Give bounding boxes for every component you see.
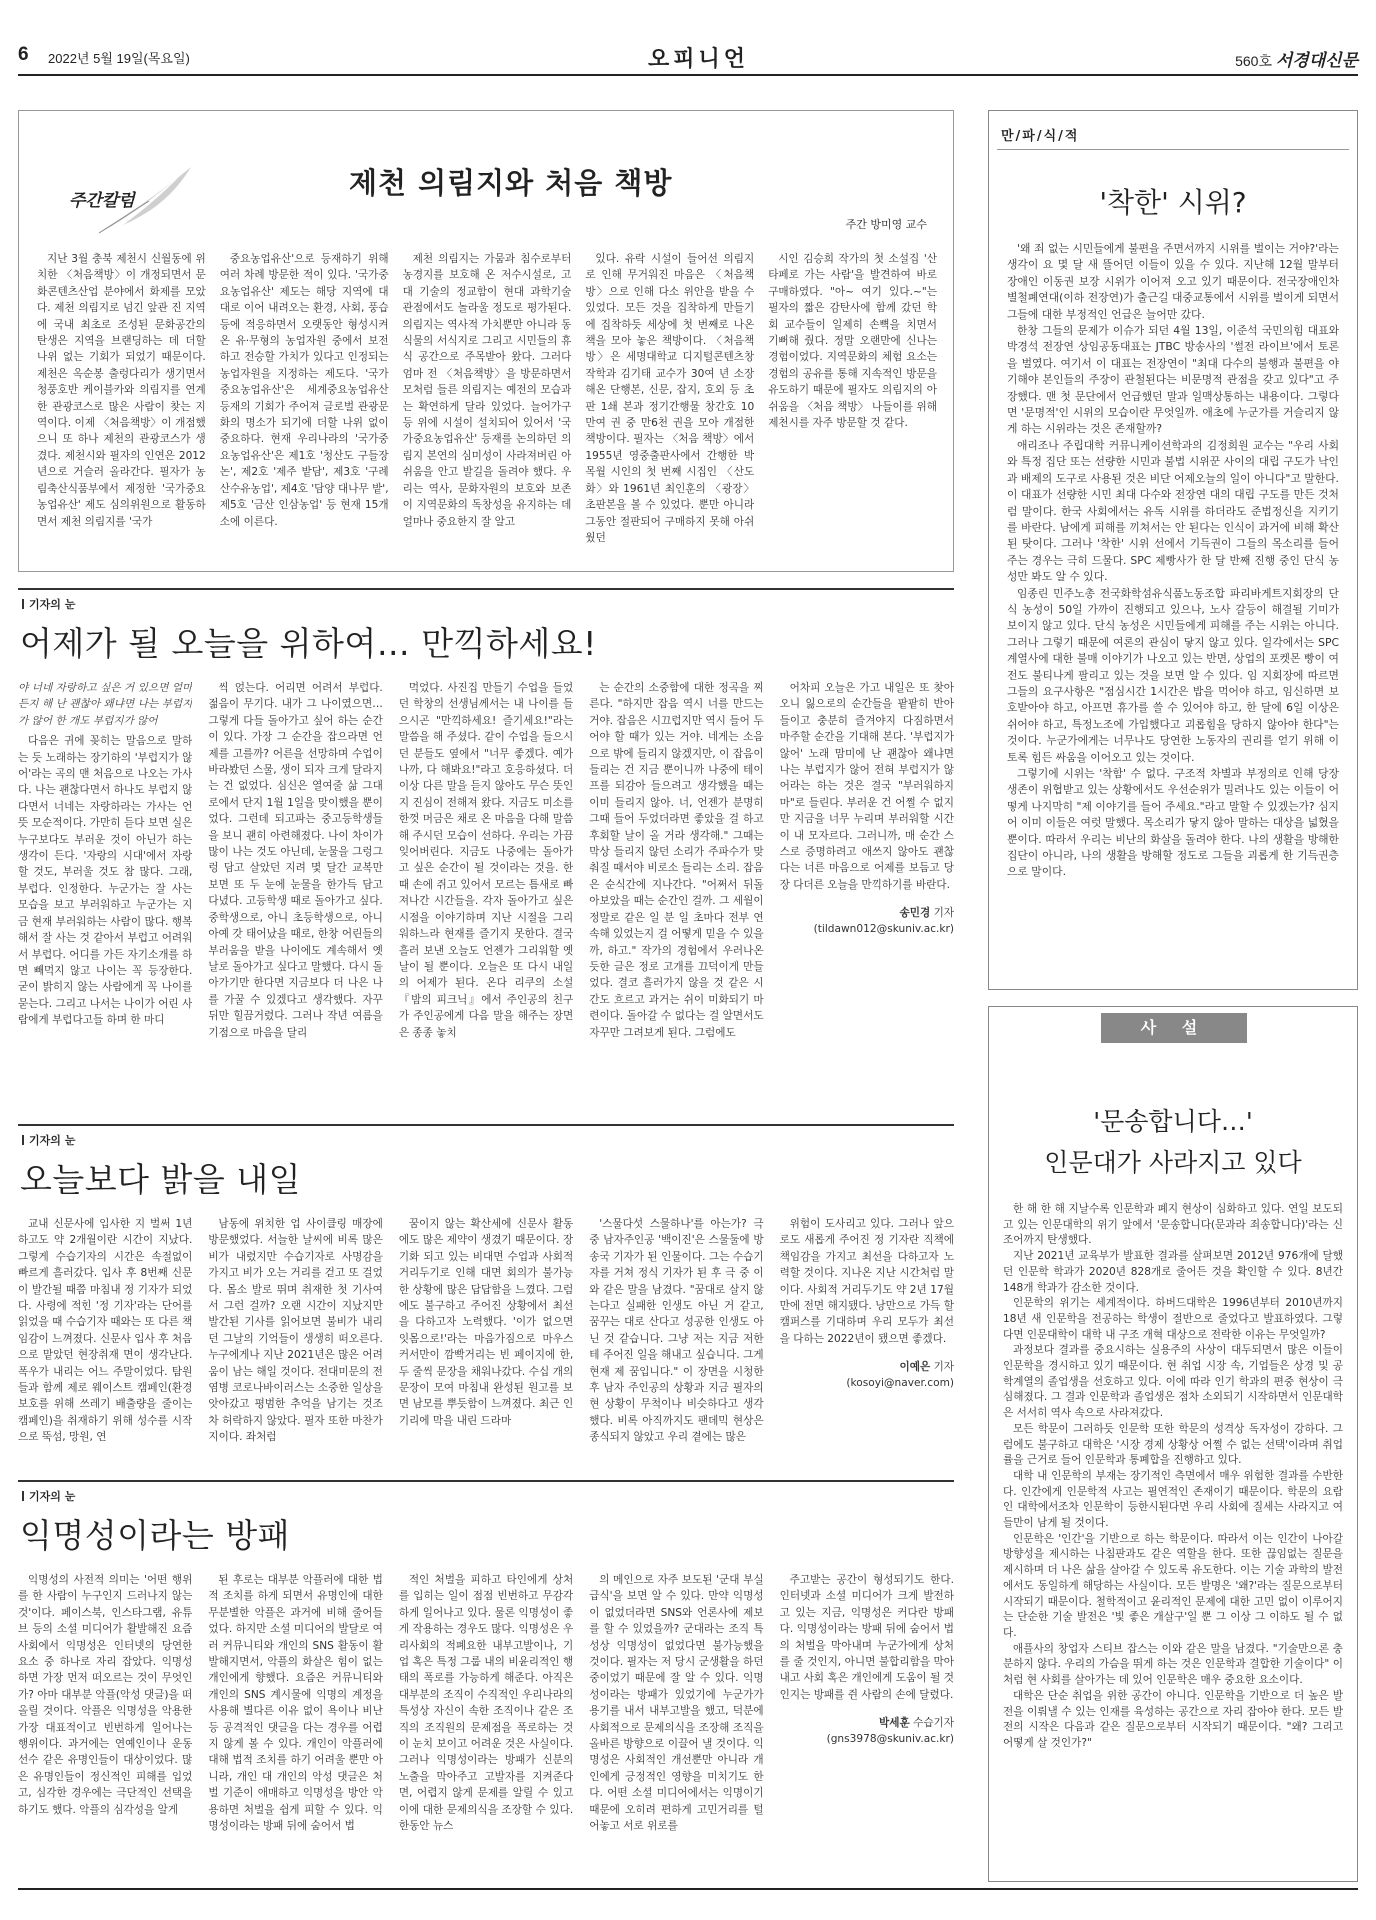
- paragraph: 꿈이지 않는 확산세에 신문사 활동에도 많은 제약이 생겼기 때문이다. 장기화 되고 있는 비대면 수업과 사회적 거리두기로 인해 대면 회의가 불가능한 상황에 많은 답답함을 느꼈다. 그럼에도 불구하고 주어진 상황에서 최선을 다하고자 노력했다. '이가 없으면 잇몸으로!'라는 마음가짐으로 마우스 커서만이 깜빡거리는 빈 페이지에 한, 두 줄씩 문장을 채워나갔다. 수십 개의 문장이 모여 마침내 완성된 원고를 보면 남모를 뿌듯함이 느껴졌다. 최근 인기리에 막을 내린 드라마: [398, 1218, 574, 1427]
- reporter-article-3: [18, 1480, 954, 1882]
- paragraph: 된 후로는 대부분 악플러에 대한 법적 조치를 하게 되면서 유명인에 대한 무분별한 악플은 과거에 비해 줄어들었다. 하지만 소셜 미디어의 발달로 여러 커뮤니티와 개인의 SNS 활동이 활발해지면서, 악플의 화살은 힘이 없는 개인에게 향했다. 요즘은 커뮤니티와 개인의 SNS 계시물에 익명의 계정을 사용해 별다른 이유 없이 욕이나 비난 등 공격적인 댓글을 다는 경우를 어렵지 않게 볼 수 있다. 개인이 악플러에 대해 법적 조치를 하기 어려울 뿐만 아니라, 개인 대 개인의 악성 댓글은 처벌 기준이 애매하고 익명성을 방안 악용하면 처벌을 쉽게 피할 수 있다. 익명성이라는 방패 뒤에 숨어서 법: [208, 1574, 383, 1833]
- sidebar-column-title: '착한' 시위?: [1099, 186, 1247, 219]
- paragraph: 남동에 위치한 업 사이클링 매장에 방문했었다. 서늘한 날씨에 비록 많은 비가 내렸지만 수습기자로 사명감을 가지고 비가 오는 거리를 걷고 또 걸었다. 몸소 발로 뛰며 취재한 첫 기사여서 그런 걸까? 오랜 시간이 지났지만 발간된 기사를 읽어보면 불비가 내리던 그날의 기억들이 생생히 떠오른다. 누구에게나 지난 2021년은 많은 어려움이 남는 해일 것이다. 전대미문의 전염병 코로나바이러스는 소중한 일상을 앗아갔고 평범한 추억을 남기는 것조차 허락하지 않았다. 필자 또한 마찬가지이다. 좌처럼: [208, 1218, 383, 1444]
- paragraph: 대학 내 인문학의 부재는 장기적인 측면에서 매우 위험한 결과를 수반한다. 인간에게 인문학적 사고는 필연적인 존재이기 때문이다. 학문의 요람인 대학에서조차 인문학이 등한시된다면 우리 사회에 질세는 사라지고 여들만이 남게 될 것이다.: [1003, 1469, 1343, 1530]
- text-column: [589, 1216, 763, 1466]
- paragraph: 적인 처벌을 피하고 타인에게 상처를 입히는 일이 점점 빈번하고 무감각하게 일어나고 있다. 물론 익명성이 좋게 작용하는 경우도 많다. 익명성은 우리사회의 적폐요한 내부고발이나, 기업 혹은 특정 그룹 내의 비윤리적인 행태의 폭로를 가능하게 해준다. 아직은 대부분의 조직이 수직적인 우리나라의 특성상 자신이 속한 조직이나 같은 조직의 조직원의 문제점을 폭로하는 것이 눈치 보이고 어려운 것은 사실이다. 그러나 익명성이라는 방패가 신분의 노출을 막아주고 고발자를 지켜준다면, 어렵지 않게 문제를 알릴 수 있고 이에 대한 문제의식을 조장할 수 있다. 한동안 뉴스: [398, 1574, 574, 1833]
- paragraph: 대학은 단순 취업을 위한 공간이 아니다. 인문학을 기반으로 더 높은 발전을 이뤄낼 수 있는 인재를 육성하는 공간으로 자리 잡아야 한다. 모든 발전의 시작은 다음과 같은 질문으로부터 시작되기 때문이다. "왜? 그리고 어떻게 살 것인가?": [1003, 1689, 1343, 1749]
- page-bottom-rule: [18, 1888, 1358, 1890]
- text-column: [768, 251, 937, 563]
- byline: [780, 905, 954, 921]
- reporter-name: 송민경: [899, 907, 931, 920]
- reporter-role: 수습기자: [913, 1717, 955, 1730]
- paragraph: 씩 얹는다. 어리면 어려서 부럽다. 젊음이 무기다. 내가 그 나이였으면… 그렇게 다들 돌아가고 싶어 하는 순간이 있다. 가장 그 순간을 잡으라면 언제를 고를까? 어른을 선망하며 수업이 바라봤던 스물, 생이 되자 크게 달라지는 건 없었다. 심신은 열여줄 삶 그대로에서 단지 1월 1일을 맞이했을 뿐이었다. 그런데 되고파는 중고등학생들을 보니 괜히 아련해졌다. 나이 차이가 많이 나는 것도 아닌데, 눈물을 그렁그렁 담고 살았던 지려 몇 달간 교복만 보면 또 두 눈에 눈물을 한가득 담고 다녔다. 고등학생 때로 돌아가고 싶다. 중학생으로, 아니 초등학생으로, 아니 아예 갓 태어났을 때로, 한창 어린들의 부러움을 받을 나이에도 계속해서 옛날로 돌아가고 싶다고 말했다. 다시 돌아가기만 한다면 지금보다 더 나은 나를 가꿀 수 있겠다고 생각했다. 자꾸 뒤만 힐끔거렸다. 그러나 작년 여름을 기점으로 마음을 달리: [208, 682, 383, 1039]
- text-column: [589, 1572, 763, 1880]
- text-column: [208, 1216, 382, 1466]
- paragraph: 지난 3월 충북 제천시 신월동에 위치한 〈처음책방〉이 개정되면서 문화콘텐츠산업 분야에서 화제를 모았다. 제천 의림지로 넘긴 앞관 진 지역에 국내 최초로 조성된 문화공간의 탄생은 지역을 브랜딩하는 데 더할 나위 없는 기회가 되었기 때문이다. 제천은 옥순봉 출렁다리가 생기면서 청풍호반 케이블카와 의림지를 연계한 관광코스로 많은 사람이 찾는 지역이다. 이제 〈처음책방〉이 개점했으니 또 하나 제천의 관광코스가 생겼다. 제천시와 필자의 인연은 2012년으로 거슬러 올라간다. 필자가 농림축산식품부에서 제정한 '국가중요농업유산' 제도 심의위원으로 활동하면서 제천 의림지를 '국가: [37, 253, 206, 528]
- section-rule: [18, 1124, 954, 1126]
- text-column: [585, 251, 754, 563]
- article-body: [18, 1216, 954, 1466]
- weekly-column-label: 주간칼럼: [69, 191, 135, 211]
- weekly-column-body: [37, 251, 937, 563]
- paragraph: '왜 죄 없는 시민들에게 불편을 주면서까지 시위를 벌이는 거야?'라는 생각이 요 몇 달 새 뜰어던 이들이 있을 수 있다. 지난해 12월 말부터 장애인 이동권 보장 시위가 이어져 오고 있기 때문이다. 전국장애인차별철폐연대(이하 전장연)가 출근길 대중교통에서 시위를 벌이게 되면서 그들에 대한 부정적인 언급은 늘어만 갔다.: [1007, 242, 1339, 321]
- paragraph: '스물다섯 스물하나'를 아는가? 극 중 남자주인공 '백이진'은 스물둘에 방송국 기자가 된 인물이다. 그는 수습기자를 거쳐 정식 기자가 된 후 극 중 이와 같은 말을 남겼다. "꿈대로 살지 않는다고 실패한 인생도 아닌 거 같고, 꿈꾸는 대로 산다고 성공한 인생도 아닌 것 같습니다. 그냥 저는 지금 저한테 주어진 일을 해내고 싶습니다. 그게 현재 제 꿈입니다." 이 장면을 시청한 후 남자 주인공의 상황과 지금 필자의 현 상황이 무척이나 비슷하다고 생각했다. 비록 아직까지도 팬데믹 현상은 종식되지 않았고 우리 곁에는 많은: [589, 1218, 764, 1444]
- paragraph: 다음은 귀에 꽂히는 말음으로 말하는 듯 노래하는 장기하의 '부럽지가 않어'라는 곡의 맨 처음으로 나오는 가사다. 나는 괜찮다면서 하나도 부럽지 않다면서 너네는 자랑하라는 가사는 언뜻 모순적이다. 가만히 듣다 보면 실은 누구보다도 부러운 것이 아닌가 하는 생각이 든다. '자랑의 시대'에서 자랑할 것도, 부러울 것도 참 많다. 그래, 부럽다. 인정한다. 누군가는 잘 사는 모습을 보고 부러워하고 누군가는 지금 현재 부러워하는 사람이 많다. 행복해서 잘 사는 것 같아서 부럽고 어려워서 부럽다. 어디를 가든 자기소개를 하면 빼먹지 않고 나이는 꼭 등장한다. 굳이 밝히지 않는 사람에게 꼭 나이를 묻는다. 그리고 나서는 나이가 어린 사람에게 부럽다고들 하며 한 마디: [18, 735, 193, 1027]
- text-column: [589, 680, 763, 1108]
- section-kicker: 기자의 눈: [22, 596, 75, 612]
- section-rule: [18, 588, 954, 590]
- sidebar-column-tag: 만/파/식/적: [1001, 129, 1080, 144]
- paragraph: 교내 신문사에 입사한 지 벌써 1년하고도 약 2개월이란 시간이 지났다. 그렇게 수습기자의 시간은 속절없이 빠르게 흘러갔다. 입사 후 8번째 신문이 발간될 때쯤 마침내 정 기자가 되었다. 사령에 적힌 '정 기자'라는 단어를 읽었을 때 수습기자 때와는 또 다른 책임감이 느껴졌다. 신문사 입사 후 처음으로 맡았던 현장취재 면이 생각난다. 폭우가 내리는 어느 주말이었다. 탐원들과 함께 제로 웨이스트 캠페인(환경보호를 위해 쓰레기 배출량을 줄이는 캠페인)을 취재하기 위해 성수를 시작으로 뚝섬, 망원, 연: [18, 1218, 193, 1444]
- issue-number: 560호: [1235, 53, 1272, 69]
- issue-info: [1235, 46, 1358, 71]
- paragraph: 한 해 한 해 지날수록 인문학과 폐지 현상이 심화하고 있다. 연일 보도되고 있는 인문대학의 위기 앞에서 '문송합니다(문과라 죄송합니다)'라는 신조어까지 탄생했다.: [1003, 1203, 1343, 1247]
- text-column: [208, 680, 382, 1108]
- sidebar-rule: [997, 149, 1349, 150]
- editorial-box: [988, 1006, 1358, 1882]
- reporter-role: 기자: [933, 1361, 955, 1374]
- paragraph: 지난 2021년 교육부가 발표한 결과를 살펴보면 2012년 976개에 달했던 인문학 학과가 2020년 828개로 줄어든 것을 확인할 수 있다. 8년간 148개 학과가 감소한 것이다.: [1003, 1250, 1343, 1294]
- text-column: [399, 680, 573, 1108]
- paragraph: 있다. 유락 시설이 들어선 의림지로 인해 무거워진 마음은 〈처음책방〉으로 인해 다소 위안을 받을 수 있었다. 모든 것을 집착하게 만들기에 집착하듯 세상에 첫 번째로 나온 책을 모아 놓은 책방이다. 〈처음책방〉은 세명대학교 디지털콘텐츠창작학과 김기태 교수가 30여 년 소장해온 단행본, 신문, 잡지, 호외 등 초판 1쇄 본과 정기간행물 창간호 10만여 권 중 만6천 권을 모아 개점한 책방이다. 필자는 〈처음 책방〉에서 1955년 영중출판사에서 간행한 박목월 시인의 첫 번째 시집인 〈산도화〉와 1961년 최인훈의 〈광장〉 초판본을 볼 수 있었다. 뿐만 아니라 그동안 절판되어 구매하지 못해 아쉬웠던: [585, 253, 755, 544]
- text-column: [208, 1572, 382, 1880]
- article-title: 어제가 될 오늘을 위하여… 만끽하세요!: [20, 624, 597, 663]
- reporter-email: (kosoyi@naver.com): [846, 1377, 955, 1390]
- paragraph: 과정보다 결과를 중요시하는 실용주의 사상이 대두되면서 많은 이들이 인문학을 경시하고 있기 때문이다. 현 취업 시장 속, 기업들은 상경 및 공학계열의 졸업생을 선호하고 있다. 이에 따라 인기 학과의 편중 현상이 극심해졌다. 그 결과 인문학과 졸업생은 점차 소외되기 시작하면서 인문대학은 서서히 역사 속으로 사라져갔다.: [1003, 1344, 1343, 1420]
- text-column: [18, 1216, 192, 1466]
- paragraph: 애리조나 주립대학 커뮤니케이션학과의 김정희원 교수는 "우리 사회와 특정 집단 또는 선량한 시민과 불법 시위꾼 사이의 대립 구도가 낙인과 배제의 도구로 사용된 것은 비단 어제오늘의 일이 아니다"고 말한다. 이 대표가 선량한 시민 최대 다수와 전장연 대의 대립 구도를 만든 것처럼 말이다. 한국 사회에서는 유독 시위를 하더라도 준법정신을 지키기를 바란다. 남에게 피해를 끼쳐서는 안 된다는 인식이 과거에 비해 확산된 탓이다. 그러나 '착한' 시위 선에서 기득권이 그들의 목소리를 들어주는 경우는 극히 드물다. SPC 제빵사가 한 달 반째 진행 중인 단식 농성만 봐도 알 수 있다.: [1007, 438, 1339, 584]
- reporter-email: (tildawn012@skuniv.ac.kr): [813, 923, 955, 936]
- reporter-article-1: [18, 588, 954, 1110]
- text-column: [780, 1572, 954, 1880]
- article-body: [18, 680, 954, 1108]
- reporter-article-2: [18, 1124, 954, 1468]
- masthead-rule: [18, 74, 1358, 76]
- paragraph: 인문학의 위기는 세계적이다. 하버드대학은 1996년부터 2010년까지 18년 새 인문학을 전공하는 학생이 절반으로 줄었다고 발표하였다. 그렇다면 인문대학이 대학 내 구조 개혁 대상으로 전락한 이유는 무엇일까?: [1003, 1297, 1343, 1341]
- article-title: 오늘보다 밝을 내일: [20, 1160, 302, 1199]
- text-column: [399, 1216, 573, 1466]
- byline: [780, 1359, 954, 1375]
- weekly-column-author: 주간 방미영 교수: [845, 218, 927, 231]
- paragraph: 애플사의 창업자 스티브 잡스는 이와 같은 말을 남겼다. "기술만으론 충분하지 않다. 우리의 가슴을 뛰게 하는 것은 인문학과 결합한 기술이다" 이처럼 현 사회를 살아가는 데 있어 인문학은 매우 중요한 요소이다.: [1003, 1642, 1343, 1687]
- text-column: [399, 1572, 573, 1880]
- weekly-column-box: [18, 110, 954, 572]
- paragraph: 한창 그들의 문제가 이슈가 되던 4월 13일, 이준석 국민의힘 대표와 박경석 전장연 상임공동대표는 JTBC 방송사의 '썰전 라이브'에서 토론을 벌였다. 여기서 이 대표는 전장연이 "최대 다수의 불행과 불편을 야기해야 본인들의 주장이 관철된다는 비문명적 관점을 갖고 있다"고 주장했다. 맨 첫 문단에서 언급했던 말과 일맥상통하는 내용이다. 그렇다면 '문명적'인 시위의 모습이란 무엇일까. 애초에 누군가를 거슬리지 않게 하는 시위라는 것은 존재할까?: [1007, 324, 1339, 436]
- editorial-title-line1: '문송합니다…': [1093, 1107, 1253, 1136]
- paragraph: 먹었다. 사진집 만들기 수업을 들었던 학창의 선생님께서는 내 나이를 들으시곤 "만끽하세요! 즐기세요!"라는 말씀을 해 주셨다. 같이 수업을 들으시던 분들도 옆에서 "너무 좋겠다. 예가나까, 다 해봐요!"라고 호응하셨다. 더 이상 다른 말을 듣지 않아도 무슨 뜻인지 진심이 전해져 왔다. 지금도 미소를 한껏 머금은 채로 온 마음을 다해 말씀해 주시던 모습이 선하다. 우리는 가끔 잊어버린다. 지금도 나중에는 돌아가고 싶은 순간이 될 것이라는 것을. 한때 손에 쥐고 있어서 모르는 틈새로 빠져나간 시간들을. 각자 돌아가고 싶은 시점을 이야기하며 지난 시절을 그리워하느라 현재를 즐기지 못한다. 결국 흘러 보낸 오늘도 언젠가 그리워할 옛날이 될 뿐이다. 오늘은 또 다시 내일의 어제가 된다. 온다 리쿠의 소설 『밤의 피크닉』에서 주인공의 친구가 주인공에게 다음 말을 해주는 장면은 종종 놓치: [398, 682, 574, 1039]
- text-column: [220, 251, 389, 563]
- paragraph: 인문학은 '인간'을 기반으로 하는 학문이다. 따라서 이는 인간이 나아갈 방향성을 제시하는 나침판과도 같은 역할을 한다. 또한 끊임없는 질문을 제시하며 더 나은 삶을 살아갈 수 있도록 유도한다. 이는 기술 과학의 발전에서도 동일하게 해당하는 사실이다. 모든 발명은 '왜?'라는 질문으로부터 시작되기 때문이다. 철학적이고 윤리적인 문제에 대한 고민 없이 이루어지는 단순한 기술 발전은 '빛 좋은 개살구'일 뿐 그 이상 그 이하도 될 수 없다.: [1003, 1532, 1343, 1639]
- article-title: 익명성이라는 방패: [20, 1516, 291, 1555]
- page-number: 6: [18, 44, 29, 65]
- paragraph: 익명성의 사전적 의미는 '어떤 행위를 한 사람이 누구인지 드러나지 않는 것'이다. 페이스북, 인스타그램, 유튜브 등의 소셜 미디어가 활발해진 요즘 사회에서 익명성은 인터넷의 당연한 요소 중 하나로 자리 잡았다. 익명성 하면 가장 먼저 떠오르는 것이 무엇인가? 아마 대부분 악플(악성 댓글)을 떠올릴 것이다. 악플은 익명성을 악용한 가장 대표적이고 빈번하게 일어나는 행위이다. 과거에는 연예인이나 운동선수 같은 유명인들이 대상이었다. 많은 유명인들이 정신적인 피해를 입었고, 심각한 경우에는 극단적인 선택을 하기도 했다. 악플의 심각성을 알게: [18, 1574, 193, 1816]
- text-column: [780, 680, 954, 1108]
- masthead: [18, 42, 1358, 72]
- paragraph: 주고받는 공간이 형성되기도 한다. 인터넷과 소셜 미디어가 크게 발전하고 있는 지금, 익명성은 커다란 방패다. 익명성이라는 방패 뒤에 숨어서 법의 처벌을 막아내며 누군가에게 상처를 줄 것인지, 아니면 불합리함을 막아내고 사회 혹은 개인에게 도움이 될 것인지는 방패를 쥔 사람의 손에 달렸다.: [779, 1574, 955, 1701]
- section-rule: [18, 1480, 954, 1482]
- paragraph: 그렇기에 시위는 '착함' 수 없다. 구조적 차별과 부정의로 인해 당장 생존이 위협받고 있는 상황에서도 우선순위가 밀려나도 있는 이들이 어떻게 나지막히 "제 이야기를 들어 주세요."라고 말할 수 있겠는가? 심지어 이미 이들은 여럿 말했다. 목소리가 닿지 않아 말하는 대상을 넓혔을 뿐이다. 따라서 우리는 비난의 화살을 돌려야 한다. 나의 생활을 방해한 집단이 아니라, 나의 생활을 방해할 정도로 그들을 괴롭게 한 기득권층으로 말이다.: [1007, 767, 1339, 879]
- paragraph: 중요농업유산'으로 등재하기 위해 여러 차례 방문한 적이 있다. '국가중요농업유산' 제도는 해당 지역에 대대로 이어 내려오는 환경, 사회, 풍습 등에 적응하면서 오랫동안 형성시켜 온 유·무형의 농업자원 중에서 보전하고 전승할 가치가 있다고 인정되는 농업자원을 지정하는 제도다. '국가중요농업유산'은 세계중요농업유산 등재의 기회가 주어져 글로벌 관광문화의 명소가 되기에 더할 나위 없이 중요하다. 현재 우리나라의 '국가중요농업유산'은 제1호 '청산도 구들장논', 제2호 '제주 밭담', 제3호 '구례 산수유농업', 제4호 '담양 대나무 밭', 제5호 '금산 인삼농업' 등 현재 15개소에 이른다.: [219, 253, 389, 528]
- text-column: [403, 251, 572, 563]
- reporter-name: 박세훈: [879, 1717, 910, 1730]
- paragraph: 어차피 오늘은 가고 내일은 또 찾아오니 잃으로의 순간들을 팥팥히 반아들이고 충분히 즐겨야지 다짐하면서 마주할 순간을 기대해 본다. '부럽지가 않어' 노래 맘미에 난 괜찮아 왜냐면 나는 부럽지가 않어 전혀 부럽지가 않어라는 하는 것은 결국 "부러워하지 마"로 들린다. 부러운 건 어쩔 수 없지만 지금을 너무 누리며 부러워할 시간이 내 모자르다. 그러니까, 매 순간 스스로 증명하려고 애쓰지 않아도 괜찮다는 너른 마음으로 어제를 보듬고 당장 다더른 오늘을 만끽하기를 바란다.: [779, 682, 955, 891]
- text-column: [37, 251, 206, 563]
- sidebar-column-body: [1007, 241, 1339, 979]
- paragraph: 위험이 도사리고 있다. 그러나 앞으로도 새롭게 주어진 정 기자란 직책에 책임감을 가지고 최선을 다하고자 노력할 것이다. 지나온 지난 시간처럼 말이다. 사회적 거리두기도 약 2년 17월 만에 전면 해지됐다. 낭만으로 가득 할 캠퍼스를 기대하며 우리 모두가 최선을 다하는 2022년이 됐으면 좋겠다.: [779, 1218, 955, 1345]
- paragraph: 임종린 민주노총 전국화학섬유식품노동조합 파리바게트지회장의 단식 농성이 50일 가까이 진행되고 있으나, 노사 갈등이 해결될 기미가 보이지 않고 있다. 단식 농성은 시민들에게 피해를 주는 시위는 아니다. 그러나 그렇기 때문에 여론의 관심이 닿지 않고 있다. 일각에서는 SPC 계열사에 대한 불매 이야기가 나오고 있는 반면, 상업의 포켓몬 빵이 여전도 불티나게 팔리고 있는 것을 보면 알 수 있다. 임 지회장에 따르면 그들의 요구사항은 "점심시간 1시간은 밥을 먹어야 하고, 임신하면 보호받아야 하고, 아프면 휴가를 쓸 수 있어야 하고, 한 달에 6일 이상은 쉬어야 하고, 특정노조에 가입했다고 괴롭힘을 당하지 않아야 한다"는 것이다. 누군가에게는 너무나도 당연한 노동자의 권리를 얻기 위해 이토록 힘든 싸움을 이어오고 있는 것이다.: [1007, 586, 1339, 764]
- reporter-role: 기자: [933, 907, 955, 920]
- text-column: [780, 1216, 954, 1466]
- text-column: [18, 680, 192, 1108]
- lyric-quote: 야 너네 자랑하고 싶은 거 있으면 얼마든지 해 난 괜찮아 왜냐면 나는 부럽지가 않어 한 개도 부럽지가 않어: [18, 682, 193, 727]
- paragraph: 는 순간의 소중함에 대한 정곡을 찌른다. "하지만 잡음 역시 너를 만드는 거야. 잡음은 시끄럽지만 역시 들어 두어야 할 때가 있는 거야. 네게는 소음으로 밖에 들리지 않겠지만, 이 잡음이 들리는 건 지금 뿐이니까 나중에 테이프를 되감아 들으려고 생각했을 때는 이미 들리지 않아. 너, 언젠가 분명히 그때 들어 두었더라면 좋았을 걸 하고 후회할 날이 올 거라 생각해." 그때는 막상 들리지 않던 소리가 주파수가 맞춰질 때서야 비로소 들리는 소리. 잡음은 순식간에 지나간다. "어쩌서 뒤돌아보았을 때는 순간인 걸까. 그 세월이 정말로 같은 일 분 일 초마다 전부 연속해 있었는지 걸 어떻게 믿을 수 있을까, 하고." 작가의 경험에서 우러나온 듯한 글은 정로 고개를 끄덕이게 만들었다. 결코 흘러가지 않을 것 같은 시간도 흐르고 과거는 쉬이 미화되기 마련이다. 돌아갈 수 없다는 걸 알면서도 자꾸만 그려보게 된다. 그럼에도: [589, 682, 764, 1039]
- paragraph: 의 메인으로 자주 보도된 '군대 부실 급식'을 보면 알 수 있다. 만약 익명성이 없었더라면 SNS와 언론사에 제보를 할 수 있었을까? 군대라는 조직 특성상 익명성이 없었다면 불가능했을 것이다. 필자는 저 당시 군생활을 하던 중이었기 때문에 잘 알 수 있다. 익명성이라는 방패가 있었기에 누군가가 용기를 내서 내부고발을 했고, 덕분에 사회적으로 문제의식을 조장해 조직을 올바른 방향으로 이끌어 낼 것이다. 익명성은 사회적인 개선뿐만 아니라 개인에게 긍정적인 영향을 미치기도 한다. 어떤 소셜 미디어에서는 익명이기 때문에 오히려 편하게 고민거리를 털어놓고 서로 위로를: [589, 1574, 764, 1833]
- paragraph: 제천 의림지는 가뭄과 침수로부터 농경지를 보호해 온 저수시설로, 고대 기술의 정교함이 현대 과학기술 관점에서도 놀라울 정도로 평가된다. 의림지는 역사적 가치뿐만 아니라 동식물의 서식지로 그리고 시민들의 휴식 공간으로 주목받아 왔다. 그러다 엄마 전 〈처음책방〉을 방문하면서 모처럼 들른 의림지는 예전의 모습과는 확연하게 달라 있었다. 늘어가구 등 위에 시설이 설치되어 있어서 '국가중요농업유산' 등재를 논의하던 의림지 본연의 심미성이 사라져버린 아쉬움을 안고 발길을 돌려야 했다. 우리는 역사, 문화자원의 보호와 보존이 지역문화의 독창성을 유지하는 데 얼마나 중요한지 잘 알고: [402, 253, 572, 528]
- issue-date: 2022년 5월 19일(목요일): [48, 51, 190, 66]
- paragraph: 모든 학문이 그러하듯 인문학 또한 학문의 성격상 독자성이 강하다. 그럼에도 불구하고 대학은 '시장 경제 상황상 어쩔 수 없는 선택'이라며 취업률을 근거로 들어 인문학과 통폐합을 진행하고 있다.: [1003, 1422, 1343, 1467]
- editorial-tag: 사 설: [1101, 1013, 1247, 1043]
- paper-name: 서경대신문: [1275, 51, 1358, 71]
- text-column: [18, 1572, 192, 1880]
- editorial-title-line2: 인문대가 사라지고 있다: [1044, 1148, 1302, 1177]
- section-kicker: 기자의 눈: [22, 1132, 75, 1148]
- sidebar-column-box: [988, 110, 1358, 990]
- weekly-column-title: 제천 의림지와 처음 책방: [349, 166, 673, 200]
- reporter-email: (gns3978@skuniv.ac.kr): [826, 1733, 955, 1746]
- section-title: 오피니언: [648, 47, 750, 72]
- paragraph: 시인 김승희 작가의 첫 소설집 '산타페로 가는 사람'을 발견하여 바로 구매하였다. "아~ 여기 있다.~"는 필자의 짧은 감탄사에 함께 갔던 학회 교수들이 일제히 손뼉을 치면서 기뻐해 줬다. 정말 오랜만에 신나는 경험이었다. 지역문화의 체험 요소는 경험의 공유를 통해 지속적인 방문을 유도하기 때문에 필자도 의림지의 아쉬움을 〈처음 책방〉 나들이를 위해 제천시를 자주 방문할 것 같다.: [768, 253, 937, 430]
- article-body: [18, 1572, 954, 1880]
- section-kicker: 기자의 눈: [22, 1488, 75, 1504]
- reporter-name: 이예은: [899, 1361, 931, 1374]
- editorial-body: [1003, 1202, 1343, 1876]
- byline: [780, 1715, 954, 1731]
